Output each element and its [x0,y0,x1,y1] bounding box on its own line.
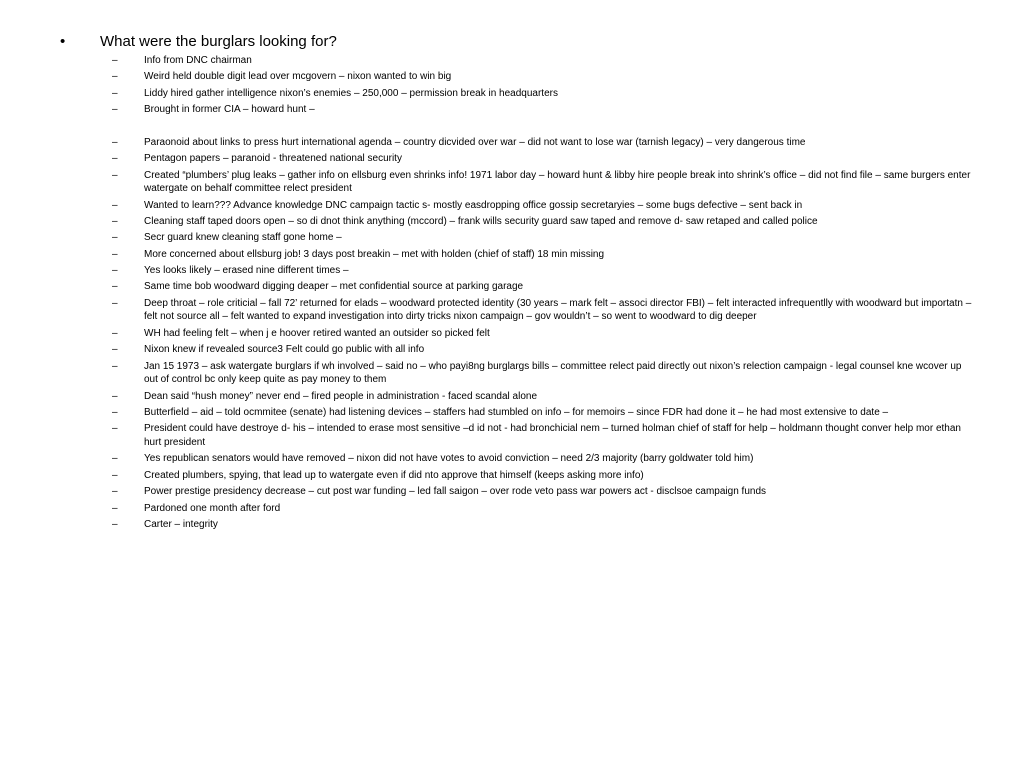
sub-bullet-item [112,231,972,245]
sub-bullet-item [112,502,972,516]
sub-bullet-text: Yes republican senators would have removed – nixon did not have votes to avoid conviction – need 2/3 majority (barry goldwater told him) [144,453,754,465]
sub-bullet-item [112,343,972,357]
sub-bullet-text: Created plumbers, spying, that lead up to watergate even if did nto approve that himself (keeps asking more info) [144,469,644,481]
sub-bullet-marker: – [112,248,118,260]
sub-bullet-text: Liddy hired gather intelligence nixon’s enemies – 250,000 – permission break in headquarters [144,87,558,99]
sub-bullet-marker: – [112,518,118,530]
sub-bullet-text: Butterfield – aid – told ocmmitee (senate) had listening devices – staffers had stumbled on info – for memoirs – since FDR had done it – he had most extensive to date – [144,407,889,419]
sub-bullet-item [112,169,972,196]
sub-bullet-text: Paraonoid about links to press hurt international agenda – country dicvided over war – did not want to lose war (tarnish legacy) – very dangerous time [144,136,806,148]
sub-bullet-marker: – [112,87,118,99]
sub-bullet-marker: – [112,297,118,309]
sub-bullet-text: Secr guard knew cleaning staff gone home – [144,232,342,244]
sub-bullet-text: Pardoned one month after ford [144,502,281,514]
sub-bullet-list [112,54,972,534]
sub-bullet-item [112,136,972,150]
sub-bullet-item [112,87,972,101]
sub-bullet-marker: – [112,215,118,227]
sub-bullet-marker: – [112,153,118,165]
sub-bullet-text: Deep throat – role criticial – fall 72’ returned for elads – woodward protected identity (30 years – mark felt – associ director FBI) – felt interacted infrequentlly with woodward but importatn – felt not source all – felt wanted to expand investigation into dirty tricks nixon campaign – gov wouldn’t – so went to woodward to dig deeper [144,297,972,323]
sub-bullet-text: Info from DNC chairman [144,55,252,66]
sub-bullet-marker: – [112,55,118,66]
sub-bullet-item [112,54,972,68]
bullet-marker: • [60,33,66,50]
sub-bullet-text: Jan 15 1973 – ask watergate burglars if wh involved – said no – who payi8ng burglargs bills – committee relect paid directly out nixon’s relection campaign - legal counsel kne wcover up out of control bc only keep quite as pay money to them [144,360,962,386]
sub-bullet-text: Pentagon papers – paranoid - threatened national security [144,153,402,165]
sub-bullet-marker: – [112,71,118,83]
sub-bullet-marker: – [112,453,118,465]
sub-bullet-item [112,422,972,449]
sub-bullet-marker: – [112,469,118,481]
sub-bullet-item [112,70,972,84]
sub-bullet-marker: – [112,344,118,356]
sub-bullet-marker: – [112,407,118,419]
sub-bullet-text: Dean said “hush money” never end – fired people in administration - faced scandal alone [144,390,538,402]
sub-bullet-item [112,485,972,499]
sub-bullet-marker: – [112,502,118,514]
sub-bullet-item [112,327,972,341]
sub-bullet-text: Cleaning staff taped doors open – so di dnot think anything (mccord) – frank wills security guard saw taped and remove d- saw retaped and called police [144,215,818,227]
sub-bullet-text: Same time bob woodward digging deaper – met confidential source at parking garage [144,281,524,293]
sub-bullet-item [112,215,972,229]
sub-bullet-marker: – [112,232,118,244]
sub-bullet-marker: – [112,423,118,435]
sub-bullet-marker: – [112,169,118,181]
sub-bullet-marker: – [112,390,118,402]
sub-bullet-item [112,248,972,262]
sub-bullet-text: Nixon knew if revealed source3 Felt could go public with all info [144,344,425,356]
sub-bullet-text: WH had feeling felt – when j e hoover retired wanted an outsider so picked felt [144,327,490,339]
sub-bullet-item [112,469,972,483]
sub-bullet-item [112,199,972,213]
sub-bullet-marker: – [112,104,118,116]
sub-bullet-text: Power prestige presidency decrease – cut post war funding – led fall saigon – over rode veto pass war powers act - disclsoe campaign funds [144,486,767,498]
sub-bullet-item [112,152,972,166]
sub-bullet-marker: – [112,136,118,148]
sub-bullet-text: Yes looks likely – erased nine different times – [144,265,349,277]
sub-bullet-text: More concerned about ellsburg job! 3 days post breakin – met with holden (chief of staff) 18 min missing [144,248,605,260]
sub-bullet-marker: – [112,199,118,211]
sub-bullet-item [112,390,972,404]
sub-bullet-text: President could have destroye d- his – intended to erase most sensitive –d id not - had bronchicial nem – turned holman chief of staff for help – holdmann thought conver help mor ethan hurt president [144,423,961,448]
sub-bullet-item [112,297,972,324]
sub-bullet-marker: – [112,327,118,339]
sub-bullet-marker: – [112,281,118,293]
sub-bullet-text: Created “plumbers’ plug leaks – gather info on ellsburg even shrinks info! 1971 labor day – howard hunt & libby hire people break into shrink’s office – did not find file – same burgers enter watergate on behalf committee relect president [144,169,971,195]
sub-bullet-item [112,280,972,294]
main-bullet [60,33,337,51]
sub-bullet-text: Brought in former CIA – howard hunt – [144,104,315,116]
sub-bullet-item [112,406,972,420]
sub-bullet-item [112,452,972,466]
sub-bullet-text: Wanted to learn??? Advance knowledge DNC campaign tactic s- mostly easdropping office gossip secretaryies – some bugs defective – sent back in [144,199,803,211]
sub-bullet-item [112,103,972,117]
sub-bullet-item [112,264,972,278]
sub-bullet-item [112,518,972,532]
sub-bullet-item [112,360,972,387]
sub-bullet-marker: – [112,486,118,498]
sub-bullet-marker: – [112,265,118,277]
sub-bullet-text: Weird held double digit lead over mcgovern – nixon wanted to win big [144,71,452,83]
sub-bullet-marker: – [112,360,118,372]
main-bullet-text: What were the burglars looking for? [100,33,337,50]
sub-bullet-text: Carter – integrity [144,518,218,530]
